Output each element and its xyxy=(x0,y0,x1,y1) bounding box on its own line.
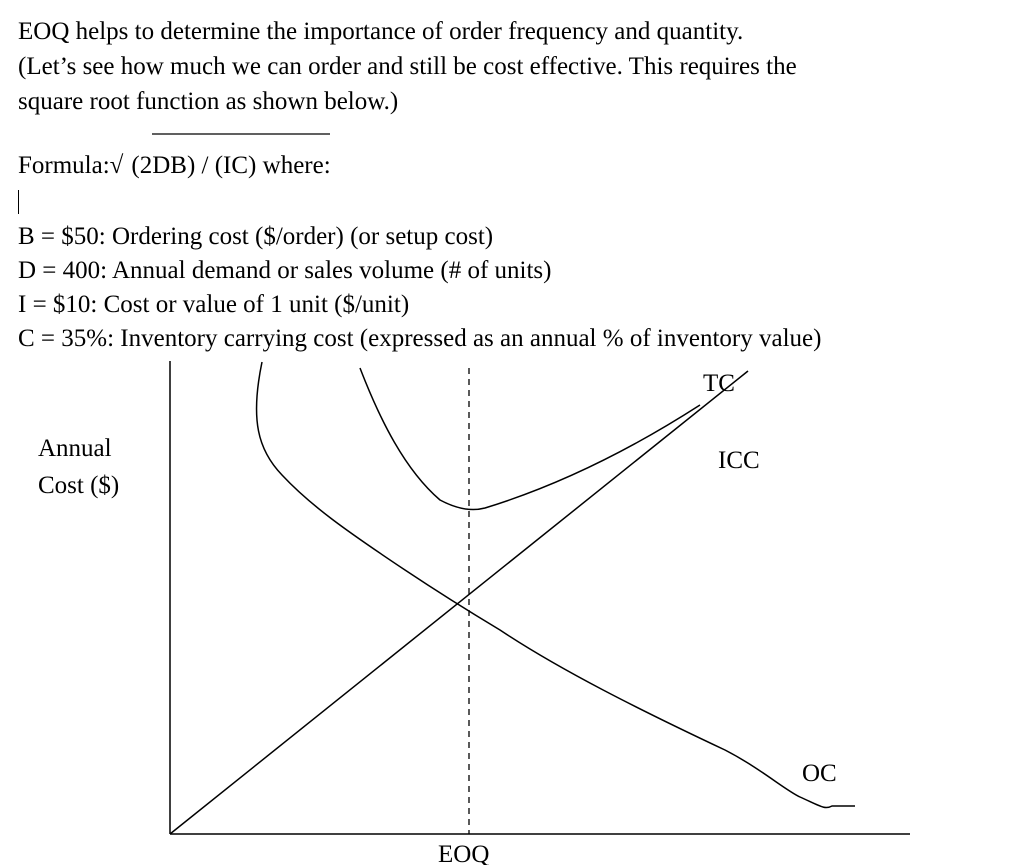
eoq-label: EOQ xyxy=(438,841,490,865)
y-axis-label-line-2: Cost ($) xyxy=(38,472,120,499)
tc-curve xyxy=(360,368,700,510)
definition-i: I = $10: Cost or value of 1 unit ($/unit) xyxy=(18,291,410,318)
tc-label: TC xyxy=(703,370,735,397)
definition-d: D = 400: Annual demand or sales volume (# of units) xyxy=(18,257,552,284)
intro-line-1: EOQ helps to determine the importance of order frequency and quantity. xyxy=(18,18,744,45)
intro-line-3: square root function as shown below.) xyxy=(18,88,399,115)
intro-line-2: (Let’s see how much we can order and still be cost effective. This requires the xyxy=(18,53,797,80)
icc-label: ICC xyxy=(718,447,760,474)
formula-label: Formula: xyxy=(18,152,110,179)
definition-b: B = $50: Ordering cost ($/order) (or setup cost) xyxy=(18,223,494,250)
y-axis-label-line-1: Annual xyxy=(38,435,112,462)
formula-expression: (2DB) / (IC) xyxy=(131,152,257,179)
oc-label: OC xyxy=(802,760,837,787)
definition-c: C = 35%: Inventory carrying cost (expressed as an annual % of inventory value) xyxy=(18,325,822,352)
icc-line xyxy=(170,371,748,834)
oc-curve xyxy=(256,362,855,808)
formula-suffix: where: xyxy=(256,152,331,179)
square-root-icon: √ xyxy=(109,152,124,179)
